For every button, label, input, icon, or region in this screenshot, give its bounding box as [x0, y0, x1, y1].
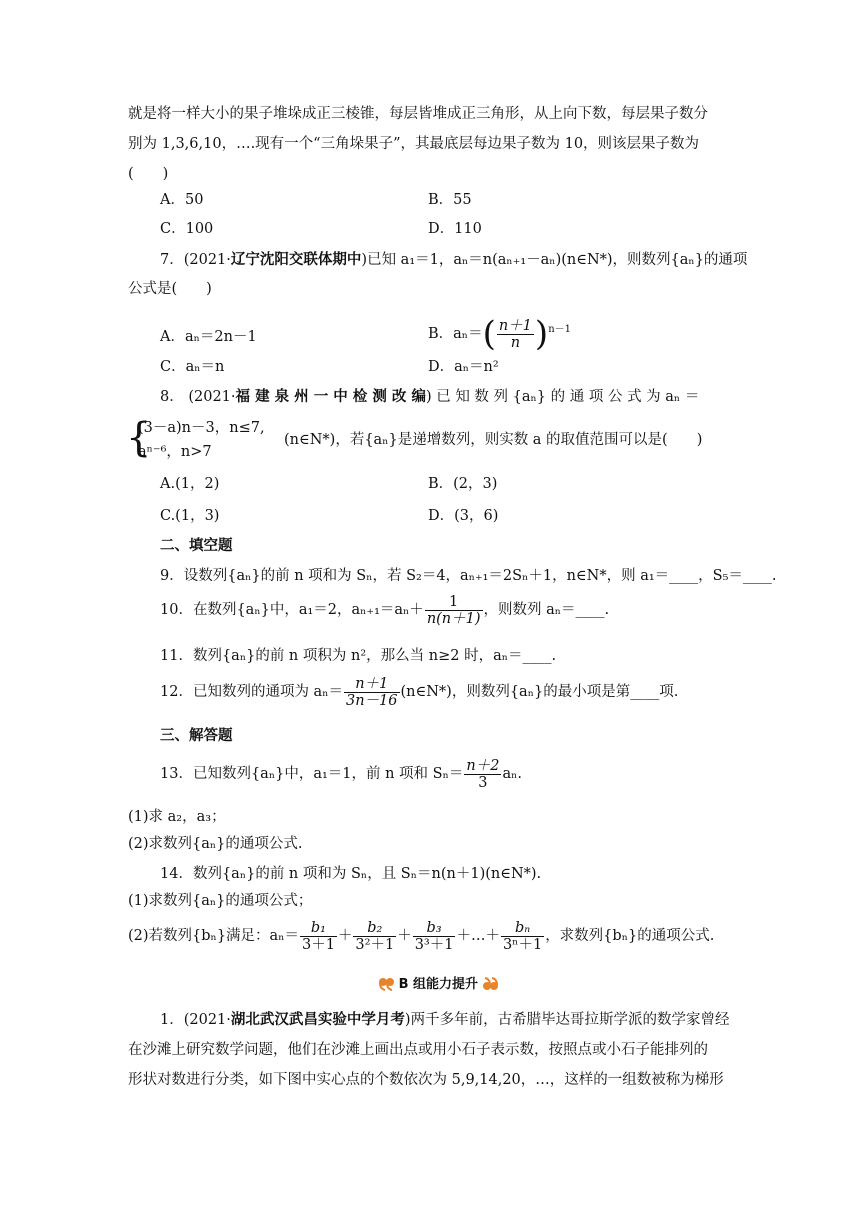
q13-part-1: (1)求 a₂，a₃； [128, 809, 226, 825]
section-b-title: B 组能力提升 [398, 977, 479, 992]
q7-text: )已知 a₁＝1，aₙ＝n(aₙ₊₁－aₙ)(n∈N*)，则数列{aₙ}的通项 [361, 252, 748, 268]
q7-stem [160, 250, 747, 270]
intro-line-2: 别为 1,3,6,10，….现有一个“三角垛果子”，其最底层每边果子数为 10，则该层果子数为 [128, 136, 700, 152]
fraction-denominator: n [510, 334, 521, 351]
b1-text: )两千多年前，古希腊毕达哥拉斯学派的数学家曾经 [404, 1012, 730, 1028]
q6-option-c: C．100 [160, 221, 214, 237]
q6-option-a: A．50 [160, 192, 204, 208]
fraction-numerator: b₁ [300, 920, 337, 937]
q10-fraction [425, 594, 483, 627]
q13 [160, 756, 522, 792]
q7-option-a: A．aₙ＝2n－1 [160, 329, 257, 345]
fraction-denominator: 3 [478, 774, 488, 791]
section-fill-in-title: 二、填空题 [160, 537, 233, 554]
b1-line-2: 在沙滩上研究数学问题，他们在沙滩上画出点或用小石子表示数，按照点或小石子能排列的 [128, 1042, 708, 1058]
q10-prefix: 10．在数列{aₙ}中，a₁＝2，aₙ₊₁＝aₙ＋ [160, 602, 424, 618]
intro-line-3: ( ) [128, 166, 169, 182]
q14-part-2-suffix: ，求数列{bₙ}的通项公式. [545, 928, 715, 944]
q14-fraction-3 [413, 920, 456, 953]
q7-stem-line-2: 公式是( ) [128, 281, 212, 297]
right-paren: ) [534, 314, 549, 354]
intro-line-1: 就是将一样大小的果子堆垛成正三棱锥，每层皆堆成正三角形，从上向下数，每层果子数分 [128, 106, 708, 122]
q12-suffix: (n∈N*)，则数列{aₙ}的最小项是第____项. [400, 684, 679, 700]
q13-part-2: (2)求数列{aₙ}的通项公式. [128, 836, 303, 852]
q10-suffix: ，则数列 aₙ＝____. [483, 602, 610, 618]
q13-fraction [464, 758, 501, 791]
fraction-denominator: 3＋1 [301, 936, 335, 953]
q7-prefix: 7．(2021· [160, 252, 231, 268]
q7-option-b-prefix: B．aₙ＝ [428, 326, 483, 342]
fraction-denominator: 3ⁿ＋1 [502, 936, 543, 953]
fraction-numerator: b₃ [413, 920, 456, 937]
q8-option-d: D．(3，6) [428, 508, 499, 524]
q8-condition: (n∈N*)，若{aₙ}是递增数列，则实数 a 的取值范围可以是( ) [284, 432, 703, 448]
q14-dots: ＋…＋ [456, 928, 500, 944]
q8-stem [160, 387, 699, 407]
q14-part-2-prefix: (2)若数列{bₙ}满足：aₙ＝ [128, 928, 299, 944]
left-paren: ( [482, 314, 496, 354]
q14-part-1: (1)求数列{aₙ}的通项公式； [128, 893, 313, 909]
q9: 9．设数列{aₙ}的前 n 项和为 Sₙ，若 S₂＝4，aₙ₊₁＝2Sₙ＋1，n∈N*，则 a₁＝____，S₅＝____. [160, 568, 777, 584]
q10 [160, 592, 609, 628]
fraction-numerator: n＋2 [466, 757, 500, 774]
q8-option-c: C.(1，3) [160, 508, 220, 524]
q11: 11．数列{aₙ}的前 n 项积为 n²，那么当 n≥2 时，aₙ＝____. [160, 648, 557, 664]
fraction-denominator: 3³＋1 [414, 936, 454, 953]
right-quote-icon [483, 976, 499, 992]
q12-prefix: 12．已知数列的通项为 aₙ＝ [160, 684, 343, 700]
fraction-numerator: 1 [425, 594, 483, 611]
fraction-numerator: bₙ [501, 920, 544, 937]
b1-prefix: 1．(2021· [160, 1012, 231, 1028]
q8-option-a: A.(1，2) [160, 476, 220, 492]
q7-option-b [428, 314, 571, 354]
q7-option-d: D．aₙ＝n² [428, 359, 499, 375]
q8-prefix: 8． (2021· [160, 389, 236, 405]
fraction-denominator: 3²＋1 [355, 936, 395, 953]
fraction-numerator: b₂ [353, 920, 396, 937]
q8-case-1: (3－a)n－3，n≤7, [138, 420, 265, 436]
left-quote-icon [378, 976, 394, 992]
q14-fraction-1 [300, 920, 337, 953]
fraction-denominator: n(n＋1) [426, 610, 481, 627]
q6-option-d: D．110 [428, 221, 482, 237]
piecewise-brace: { [126, 415, 152, 461]
q7-option-b-fraction [497, 318, 534, 351]
q12 [160, 674, 678, 710]
section-answer-title: 三、解答题 [160, 727, 233, 744]
q13-prefix: 13．已知数列{aₙ}中，a₁＝1，前 n 项和 Sₙ＝ [160, 766, 464, 782]
q8-option-b: B．(2，3) [428, 476, 498, 492]
b1-source: 湖北武汉武昌实验中学月考 [230, 1011, 405, 1028]
q12-fraction [344, 676, 400, 709]
q8-text: ) 已 知 数 列 {aₙ} 的 通 项 公 式 为 aₙ ＝ [425, 389, 700, 405]
b1-stem [160, 1010, 730, 1030]
fraction-numerator: n＋1 [498, 317, 532, 334]
fraction-denominator: 3n－16 [345, 692, 398, 709]
q8-case-2: aⁿ⁻⁶，n>7 [138, 444, 212, 460]
section-b-banner [378, 974, 499, 995]
q8-source: 福 建 泉 州 一 中 检 测 改 编 [235, 388, 426, 405]
q6-option-b: B．55 [428, 192, 472, 208]
b1-line-3: 形状对数进行分类，如下图中实心点的个数依次为 5,9,14,20，…，这样的一组数被称为梯形 [128, 1072, 724, 1088]
q14: 14．数列{aₙ}的前 n 项和为 Sₙ，且 Sₙ＝n(n＋1)(n∈N*). [160, 866, 542, 882]
q7-option-b-exponent: n－1 [548, 324, 571, 335]
q7-source: 辽宁沈阳交联体期中 [230, 251, 362, 268]
q14-fraction-n [501, 920, 544, 953]
q13-suffix: aₙ. [502, 766, 522, 782]
q14-part-2: (2)若数列{bₙ}满足：aₙ＝ $\frac{\text{b₁}}{3+1}$ ＋ $\frac{\text{b₂}}{\text{3²＋1}}$ ＋ $\frac{\text{b₃}}{\text{3³＋1}}$ ＋…＋ $\frac{\text{bₙ}}{\text{3ⁿ＋1}}$ ，求数列{bₙ}的通项公式. [128, 919, 715, 953]
q14-fraction-2 [353, 920, 396, 953]
fraction-numerator: n＋1 [344, 676, 400, 693]
q7-option-c: C．aₙ＝n [160, 359, 225, 375]
